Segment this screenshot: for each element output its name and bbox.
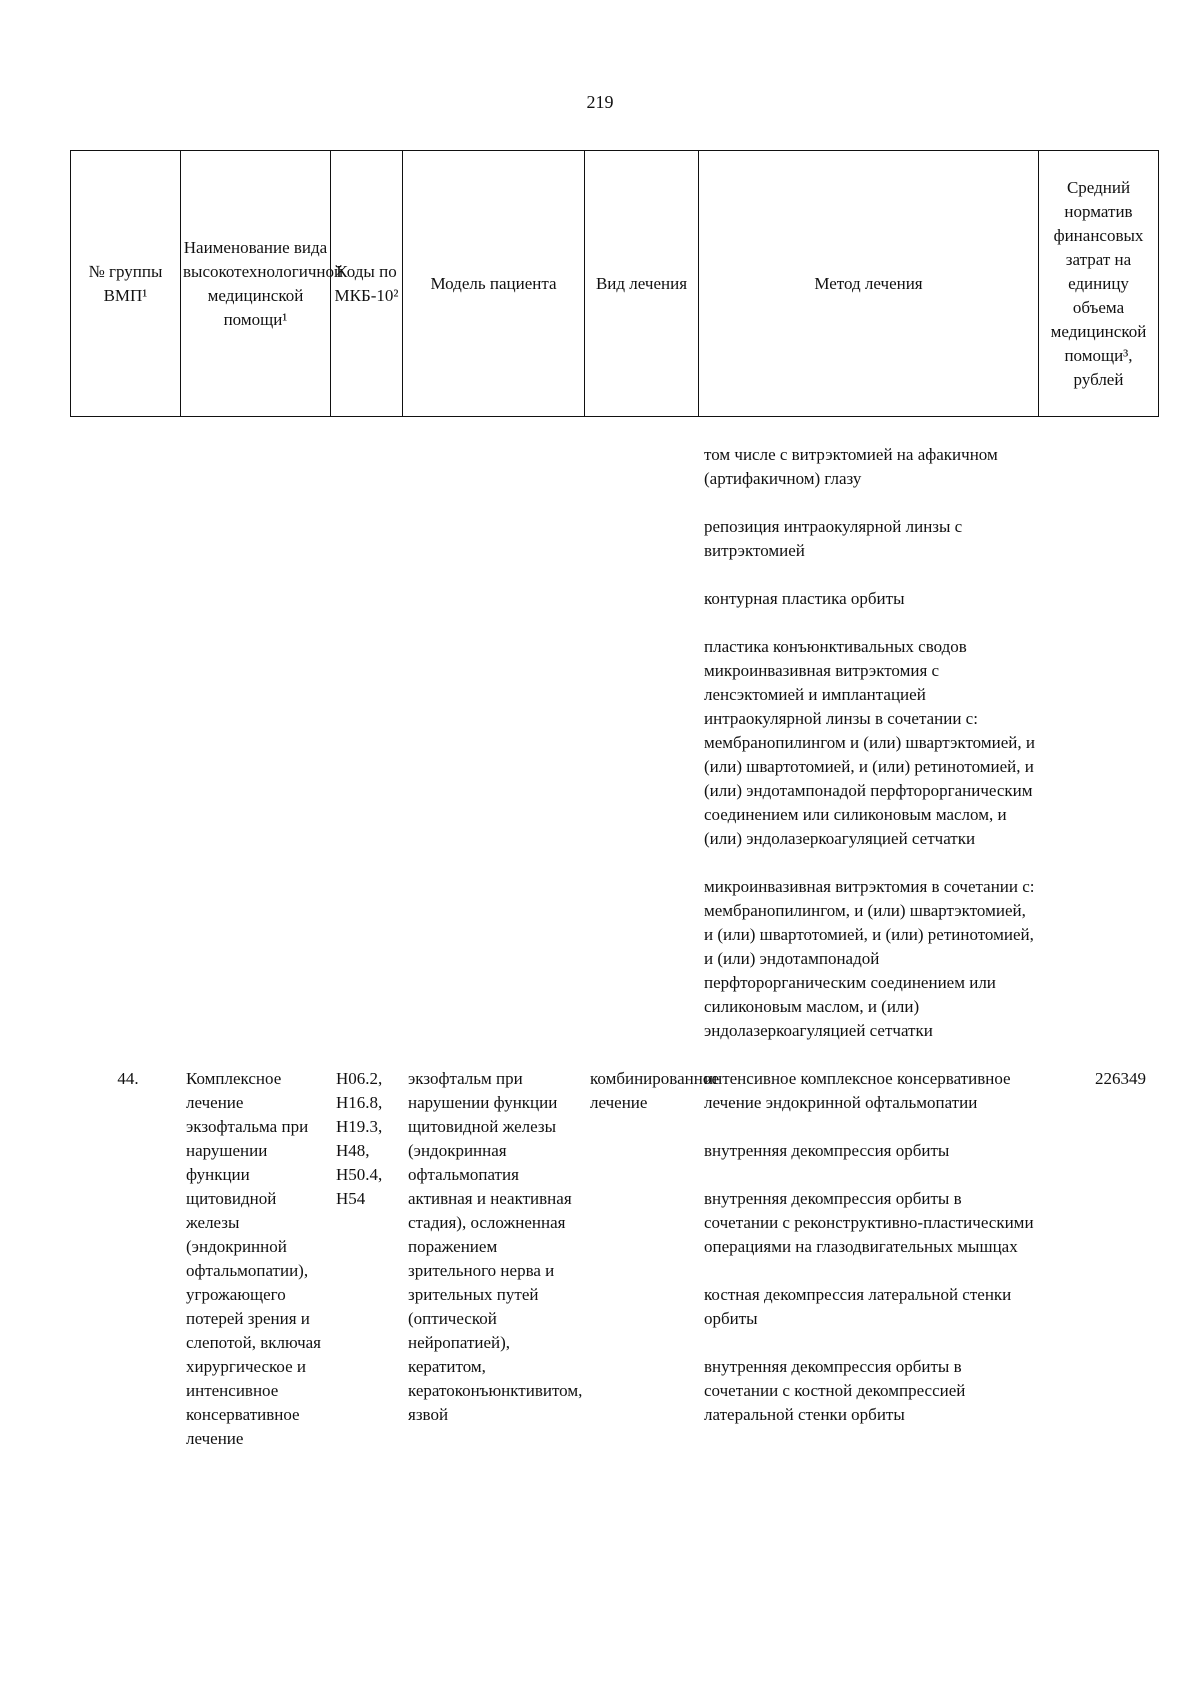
method-item: том числе с витрэктомией на афакичном (артифакичном) глазу — [704, 445, 998, 488]
header-method: Метод лечения — [699, 151, 1039, 417]
treatment-type: комбинированное лечение — [590, 1069, 720, 1112]
method-item: внутренняя декомпрессия орбиты в сочетании с реконструктивно-пластическими операциями на глазодвигательных мышцах — [704, 1189, 1034, 1256]
continued-methods-cell — [698, 443, 1038, 1067]
method-item: внутренняя декомпрессия орбиты в сочетании с костной декомпрессией латеральной стенки орбиты — [704, 1357, 966, 1424]
methods-cell — [698, 1067, 1038, 1451]
header-name: Наименование вида высокотехнологичной медицинской помощи¹ — [181, 151, 331, 417]
header-cost: Средний норматив финансовых затрат на единицу объема медицинской помощи³, рублей — [1039, 151, 1159, 417]
icd-codes: H06.2, H16.8, H19.3, H48, H50.4, H54 — [336, 1069, 383, 1208]
table-row — [70, 1067, 1158, 1451]
header-patient-model: Модель пациента — [403, 151, 585, 417]
table-body — [70, 443, 1158, 1451]
header-codes: Коды по МКБ-10² — [331, 151, 403, 417]
cost-value: 226349 — [1095, 1069, 1146, 1088]
method-item: микроинвазивная витрэктомия в сочетании с: мембранопилингом, и (или) швартэктомией, и (или) швартотомией, и (или) ретинотомией, и (или) эндотампонадой перфторорганическим соединением или силиконовым маслом, и (или) эндолазеркоагуляцией сетчатки — [704, 877, 1035, 1040]
patient-model: экзофтальм при нарушении функции щитовидной железы (эндокринная офтальмопатия активная и неактивная стадия), осложненная поражением зрительного нерва и зрительных путей (оптической нейропатией), кератитом, кератоконъюнктивитом, язвой — [408, 1069, 583, 1424]
method-item: интенсивное комплексное консервативное лечение эндокринной офтальмопатии — [704, 1069, 1011, 1112]
table-row — [70, 443, 1158, 1067]
header-treatment-type: Вид лечения — [585, 151, 699, 417]
method-item: репозиция интраокулярной линзы с витрэктомией — [704, 517, 963, 560]
group-number: 44. — [117, 1069, 139, 1088]
method-item: пластика конъюнктивальных сводов микроинвазивная витрэктомия с ленсэктомией и имплантацией интраокулярной линзы в сочетании с: мембранопилингом и (или) швартэктомией, и (или) швартотомией, и (или) ретинотомией, и (или) эндотампонадой перфторорганическим соединением или силиконовым маслом, и (или) эндолазеркоагуляцией сетчатки — [704, 637, 1035, 848]
header-group-no: № группы ВМП¹ — [71, 151, 181, 417]
page-number: 219 — [586, 92, 614, 112]
method-item: внутренняя декомпрессия орбиты — [704, 1141, 950, 1160]
treatment-name: Комплексное лечение экзофтальма при нарушении функции щитовидной железы (эндокринной офтальмопатии), угрожающего потерей зрения и слепотой, включая хирургическое и интенсивное консервативное лечение — [186, 1069, 321, 1448]
table-header — [70, 150, 1159, 417]
method-item: костная декомпрессия латеральной стенки орбиты — [704, 1285, 1012, 1328]
method-item: контурная пластика орбиты — [704, 589, 905, 608]
